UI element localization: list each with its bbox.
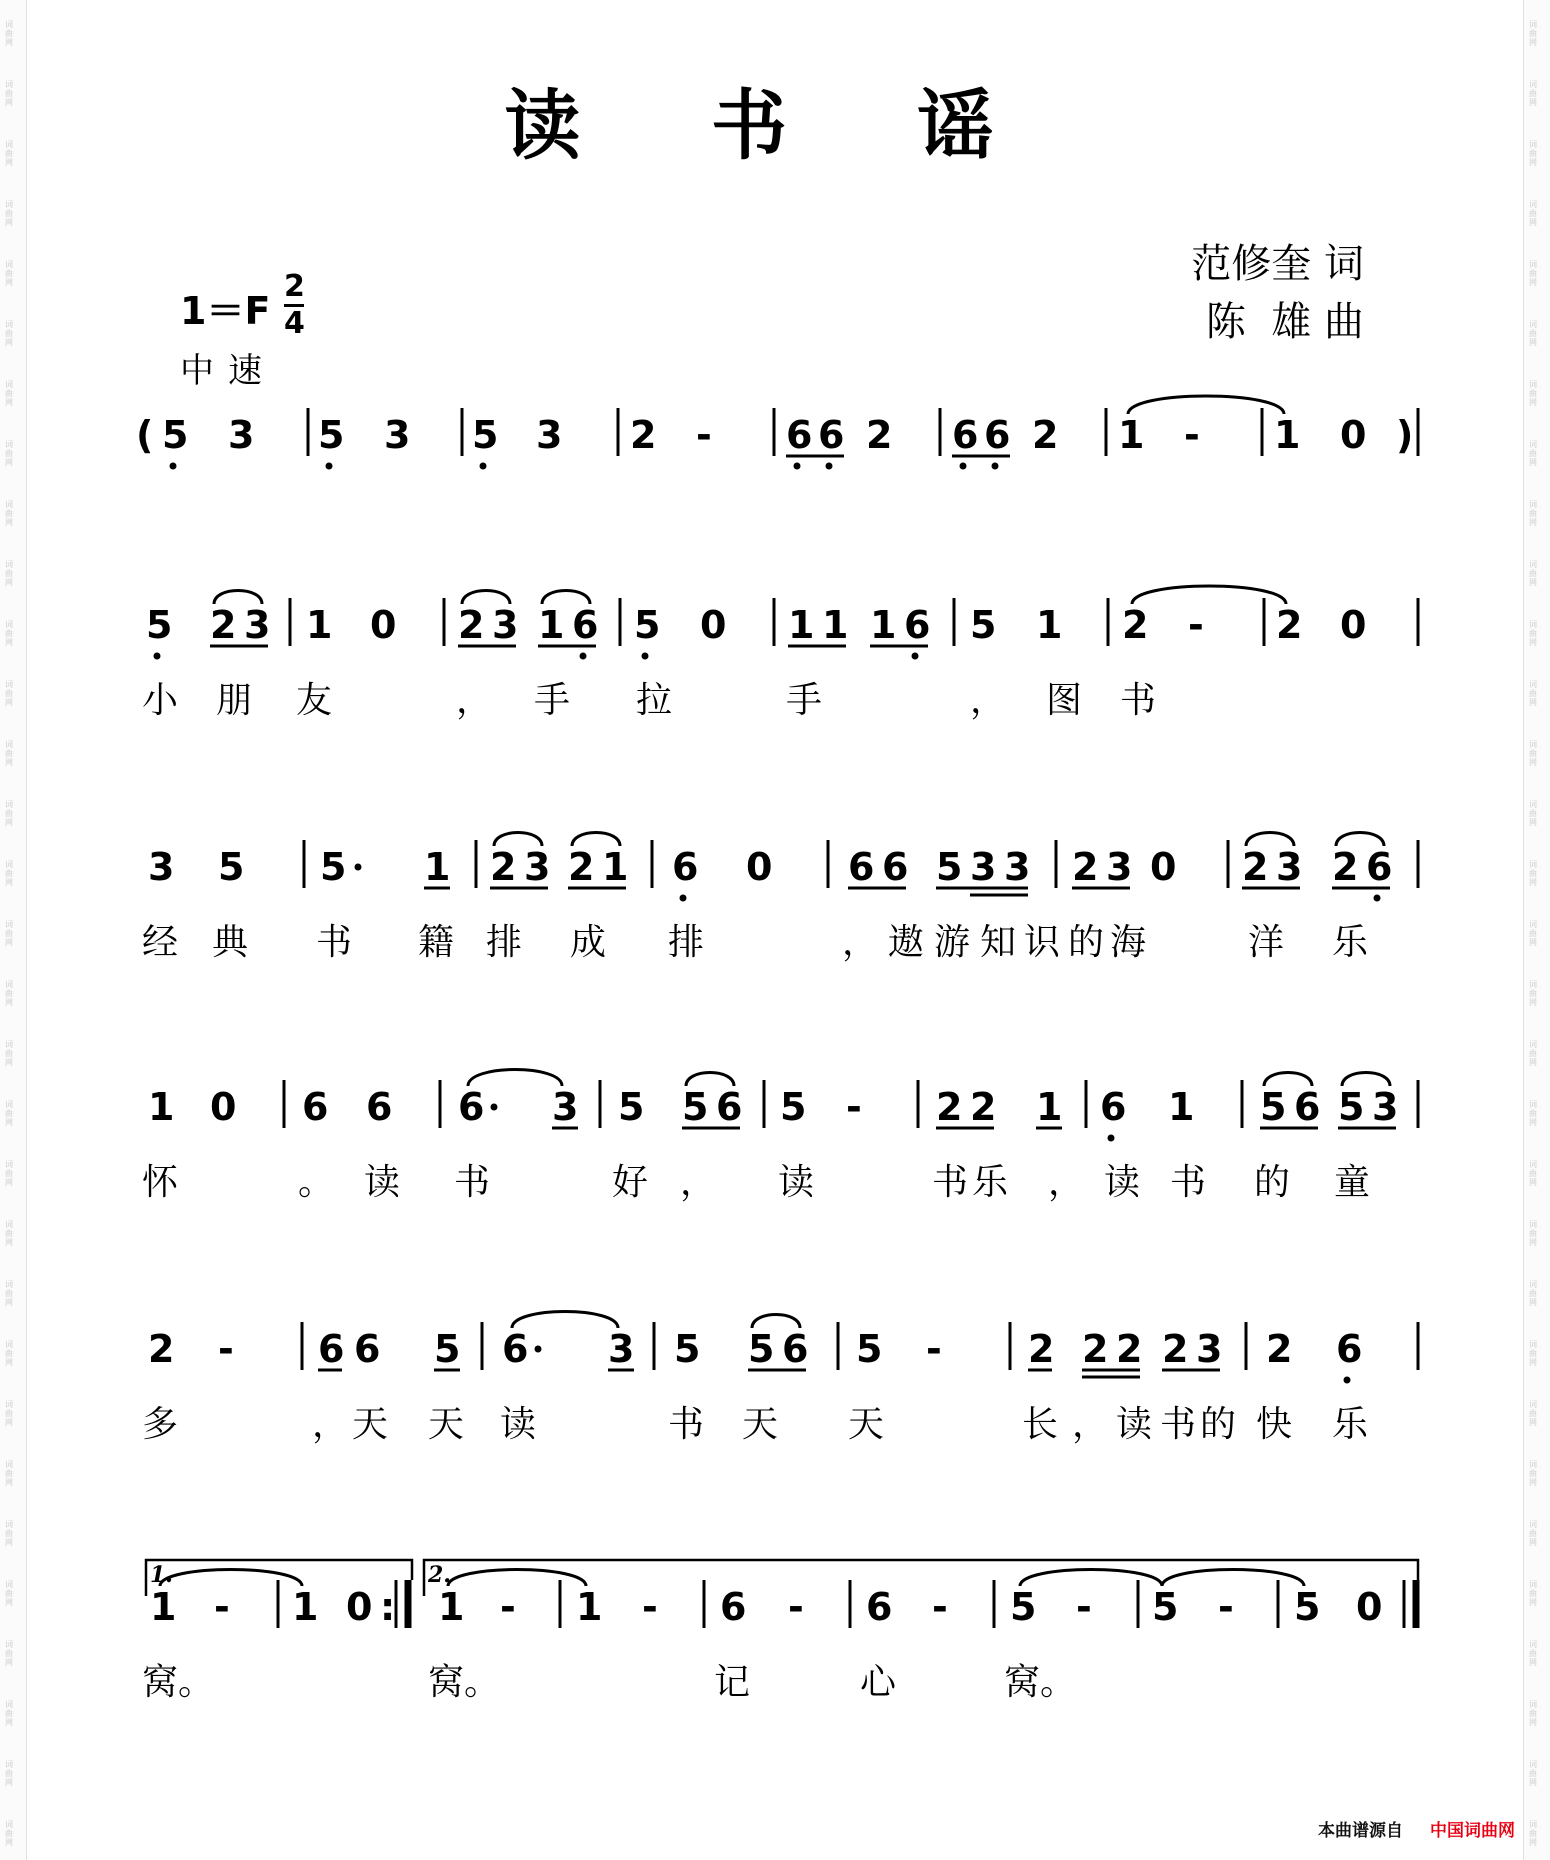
watermark-text: 词 曲 网 bbox=[1529, 440, 1537, 467]
note: - bbox=[926, 1327, 942, 1371]
lyric-char: 经 bbox=[142, 922, 179, 963]
volta-label-1: 1. bbox=[150, 1562, 173, 1588]
time-signature-lower: 4 bbox=[284, 306, 305, 341]
note: 2 bbox=[148, 1327, 175, 1371]
note: 2 bbox=[458, 603, 485, 647]
lyric-char: 成 bbox=[570, 922, 607, 963]
note: 2 bbox=[1072, 845, 1099, 889]
note: 6 bbox=[716, 1085, 743, 1129]
note: 5 bbox=[780, 1085, 807, 1129]
note: 5 bbox=[1294, 1585, 1321, 1629]
time-signature-upper: 2 bbox=[284, 269, 305, 304]
lyric-char: 的 bbox=[1254, 1162, 1291, 1203]
lyric-char: 朋 bbox=[216, 680, 253, 721]
lyric-char: 识 bbox=[1024, 922, 1061, 963]
note: 2 bbox=[1242, 845, 1269, 889]
note: 5 bbox=[748, 1327, 775, 1371]
note: 5 bbox=[970, 603, 997, 647]
lyric-char: 排 bbox=[486, 922, 523, 963]
note: 3 bbox=[536, 413, 563, 457]
lyric-char: 书 bbox=[668, 1404, 705, 1445]
lyric-char: 。 bbox=[178, 1662, 215, 1703]
note: 2 bbox=[1032, 413, 1059, 457]
note: 6 bbox=[984, 413, 1011, 457]
note: 6 bbox=[952, 413, 979, 457]
watermark-text: 词 曲 网 bbox=[5, 20, 13, 47]
volta-bracket-2 bbox=[424, 1560, 1418, 1596]
lyric-char: 书 bbox=[316, 922, 353, 963]
note: 6 bbox=[720, 1585, 747, 1629]
watermark-text: 词 曲 网 bbox=[1529, 1460, 1537, 1487]
slur-tie bbox=[1342, 1073, 1390, 1087]
watermark-text: 词 曲 网 bbox=[1529, 1520, 1537, 1547]
note: 1 bbox=[1036, 603, 1063, 647]
lyric-char: 童 bbox=[1334, 1162, 1371, 1203]
watermark-text: 词 曲 网 bbox=[1529, 140, 1537, 167]
note: - bbox=[500, 1585, 516, 1629]
note: 0 bbox=[210, 1085, 237, 1129]
lyric-char: 海 bbox=[1110, 922, 1147, 963]
octave-dot-below bbox=[580, 653, 587, 660]
note: 2 bbox=[866, 413, 893, 457]
watermark-text: 词 曲 网 bbox=[1529, 1160, 1537, 1187]
note: 2 bbox=[490, 845, 517, 889]
watermark-text: 词 曲 网 bbox=[5, 1220, 13, 1247]
note: 6 bbox=[848, 845, 875, 889]
lyric-char: 小 bbox=[142, 680, 179, 721]
watermark-text: 词 曲 网 bbox=[1529, 620, 1537, 647]
note: 5 bbox=[856, 1327, 883, 1371]
watermark-text: 词 曲 网 bbox=[5, 740, 13, 767]
note: 3 bbox=[1196, 1327, 1223, 1371]
lyric-char: 手 bbox=[786, 680, 823, 721]
watermark-text: 词 曲 网 bbox=[1529, 560, 1537, 587]
watermark-text: 词 曲 网 bbox=[5, 1700, 13, 1727]
note: 1 bbox=[1036, 1085, 1063, 1129]
song-title: 读 书 谣 bbox=[504, 81, 1046, 170]
note: 5 bbox=[674, 1327, 701, 1371]
lyric-char: 记 bbox=[714, 1662, 751, 1703]
note: 1 bbox=[1118, 413, 1145, 457]
note: 6 bbox=[672, 845, 699, 889]
octave-dot-below bbox=[170, 463, 177, 470]
lyric-char: 天 bbox=[428, 1404, 465, 1445]
note: 5 bbox=[320, 845, 347, 889]
note: 2 bbox=[1116, 1327, 1143, 1371]
note: 5 bbox=[146, 603, 173, 647]
note: 6 bbox=[1100, 1085, 1127, 1129]
lyric-char: 书 bbox=[1120, 680, 1157, 721]
watermark-text: 词 曲 网 bbox=[1529, 980, 1537, 1007]
note: 1 bbox=[1168, 1085, 1195, 1129]
note: 5 bbox=[1152, 1585, 1179, 1629]
slur-tie bbox=[542, 591, 590, 605]
note: 6 bbox=[366, 1085, 393, 1129]
note: 5 bbox=[936, 845, 963, 889]
octave-dot-below bbox=[326, 463, 333, 470]
lyric-char: 乐 bbox=[1332, 1404, 1369, 1445]
note: 5 bbox=[318, 413, 345, 457]
watermark-text: 词 曲 网 bbox=[5, 1760, 13, 1787]
watermark-text: 词 曲 网 bbox=[5, 1460, 13, 1487]
note: 5 bbox=[682, 1085, 709, 1129]
watermark-text: 词 曲 网 bbox=[1529, 920, 1537, 947]
lyric-char: ， bbox=[1048, 1162, 1085, 1203]
note: 3 bbox=[1106, 845, 1133, 889]
lyric-char: 的 bbox=[1068, 922, 1105, 963]
note: 0 bbox=[1340, 413, 1367, 457]
octave-dot-below bbox=[680, 895, 687, 902]
watermark-text: 词 曲 网 bbox=[1529, 1340, 1537, 1367]
note: 3 bbox=[524, 845, 551, 889]
site-link[interactable]: 中国词曲网 bbox=[1430, 1821, 1515, 1841]
note: 6 bbox=[302, 1085, 329, 1129]
note: 6 bbox=[1366, 845, 1393, 889]
lyric-char: 典 bbox=[212, 922, 249, 963]
note: 0 bbox=[1356, 1585, 1383, 1629]
lyric-char: 的 bbox=[1200, 1404, 1237, 1445]
note: 1 bbox=[424, 845, 451, 889]
augmentation-dot bbox=[535, 1346, 542, 1353]
note: 1 bbox=[148, 1085, 175, 1129]
watermark-text: 词 曲 网 bbox=[5, 320, 13, 347]
watermark-text: 词 曲 网 bbox=[1529, 1820, 1537, 1847]
watermark-text: 词 曲 网 bbox=[5, 500, 13, 527]
note: 2 bbox=[936, 1085, 963, 1129]
note: 6 bbox=[1294, 1085, 1321, 1129]
note: 6 bbox=[866, 1585, 893, 1629]
lyric-char: 长 bbox=[1022, 1404, 1059, 1445]
watermark-text: 词 曲 网 bbox=[1529, 1040, 1537, 1067]
slur-tie bbox=[462, 591, 510, 605]
lyricist-credit: 范修奎 词 bbox=[1191, 241, 1364, 287]
watermark-text: 词 曲 网 bbox=[1529, 80, 1537, 107]
slur-tie bbox=[572, 833, 620, 847]
lyric-char: 天 bbox=[352, 1404, 389, 1445]
watermark-text: 词 曲 网 bbox=[1529, 320, 1537, 347]
slur-tie bbox=[160, 1570, 302, 1587]
watermark-text: 词 曲 网 bbox=[5, 1160, 13, 1187]
lyric-char: 书 bbox=[1170, 1162, 1207, 1203]
note: 1 bbox=[576, 1585, 603, 1629]
note: 5 bbox=[162, 413, 189, 457]
note: 3 bbox=[608, 1327, 635, 1371]
lyric-char: 读 bbox=[1104, 1162, 1141, 1203]
watermark-text: 词 曲 网 bbox=[5, 440, 13, 467]
note: 5 bbox=[618, 1085, 645, 1129]
note: - bbox=[1188, 603, 1204, 647]
note: 0 bbox=[1150, 845, 1177, 889]
note: 2 bbox=[970, 1085, 997, 1129]
watermark-text: 词 曲 网 bbox=[5, 1820, 13, 1847]
lyric-char: 拉 bbox=[636, 680, 673, 721]
lyric-char: 读 bbox=[500, 1404, 537, 1445]
lyric-char: 书 bbox=[454, 1162, 491, 1203]
lyric-char: 窝 bbox=[142, 1662, 179, 1703]
slur-tie bbox=[1020, 1570, 1162, 1587]
slur-tie bbox=[1162, 1570, 1304, 1587]
octave-dot-below bbox=[912, 653, 919, 660]
note: 1 bbox=[822, 603, 849, 647]
note: 2 bbox=[1276, 603, 1303, 647]
note: 5 bbox=[218, 845, 245, 889]
lyric-char: 洋 bbox=[1248, 922, 1285, 963]
augmentation-dot bbox=[491, 1104, 498, 1111]
tempo-marking: 中速 bbox=[180, 351, 276, 391]
watermark-text: 词 曲 网 bbox=[1529, 740, 1537, 767]
note: 6 bbox=[572, 603, 599, 647]
note: 6 bbox=[782, 1327, 809, 1371]
slur-tie bbox=[214, 591, 262, 605]
watermark-text: 词 曲 网 bbox=[5, 200, 13, 227]
note: - bbox=[214, 1585, 230, 1629]
note: 0 bbox=[1340, 603, 1367, 647]
note: - bbox=[846, 1085, 862, 1129]
slur-tie bbox=[1264, 1073, 1312, 1087]
octave-dot-below bbox=[992, 463, 999, 470]
octave-dot-below bbox=[1344, 1377, 1351, 1384]
note: 3 bbox=[552, 1085, 579, 1129]
note: - bbox=[1076, 1585, 1092, 1629]
note: - bbox=[788, 1585, 804, 1629]
watermark-text: 词 曲 网 bbox=[1529, 1580, 1537, 1607]
slur-tie bbox=[752, 1315, 800, 1329]
note: 5 bbox=[472, 413, 499, 457]
note: 3 bbox=[970, 845, 997, 889]
volta-label-2: 2. bbox=[428, 1562, 451, 1588]
slur-tie bbox=[1246, 833, 1294, 847]
note: 6 bbox=[786, 413, 813, 457]
watermark-text: 词 曲 网 bbox=[5, 380, 13, 407]
note: 2 bbox=[568, 845, 595, 889]
lyric-char: ， bbox=[680, 1162, 717, 1203]
note: 1 bbox=[306, 603, 333, 647]
lyric-char: 手 bbox=[534, 680, 571, 721]
watermark-text: 词 曲 网 bbox=[1529, 20, 1537, 47]
lyric-char: 读 bbox=[1116, 1404, 1153, 1445]
watermark-text: 词 曲 网 bbox=[1529, 1400, 1537, 1427]
lyric-char: 天 bbox=[742, 1404, 779, 1445]
note: 2 bbox=[1122, 603, 1149, 647]
watermark-text: 词 曲 网 bbox=[5, 800, 13, 827]
watermark-text: 词 曲 网 bbox=[1529, 680, 1537, 707]
watermark-text: 词 曲 网 bbox=[5, 560, 13, 587]
watermark-text: 词 曲 网 bbox=[1529, 860, 1537, 887]
note: 6 bbox=[354, 1327, 381, 1371]
note: 3 bbox=[1372, 1085, 1399, 1129]
note: - bbox=[218, 1327, 234, 1371]
note: 1 bbox=[538, 603, 565, 647]
watermark-text: 词 曲 网 bbox=[5, 920, 13, 947]
slur-tie bbox=[494, 833, 542, 847]
note: 1 bbox=[292, 1585, 319, 1629]
octave-dot-below bbox=[960, 463, 967, 470]
lyric-char: 书 bbox=[1160, 1404, 1197, 1445]
watermark-text: 词 曲 网 bbox=[1529, 1220, 1537, 1247]
note: 0 bbox=[370, 603, 397, 647]
watermark-text: 词 曲 网 bbox=[1529, 1760, 1537, 1787]
watermark-text: 词 曲 网 bbox=[5, 1400, 13, 1427]
note: - bbox=[1218, 1585, 1234, 1629]
watermark-text: 词 曲 网 bbox=[5, 80, 13, 107]
watermark-text: 词 曲 网 bbox=[1529, 500, 1537, 527]
octave-dot-below bbox=[154, 653, 161, 660]
octave-dot-below bbox=[1108, 1135, 1115, 1142]
note: 2 bbox=[210, 603, 237, 647]
note: 3 bbox=[244, 603, 271, 647]
lyric-char: 乐 bbox=[1332, 922, 1369, 963]
slur-tie bbox=[512, 1312, 618, 1329]
lyric-char: 知 bbox=[980, 922, 1017, 963]
lyric-char: 友 bbox=[296, 680, 333, 721]
lyric-char: 游 bbox=[934, 922, 971, 963]
watermark-text: 词 曲 网 bbox=[1529, 1700, 1537, 1727]
lyric-char: 好 bbox=[612, 1162, 649, 1203]
note: 5 bbox=[634, 603, 661, 647]
note: 5 bbox=[1338, 1085, 1365, 1129]
lyric-char: 窝 bbox=[428, 1662, 465, 1703]
note: - bbox=[642, 1585, 658, 1629]
note: 6 bbox=[318, 1327, 345, 1371]
lyric-char: 。 bbox=[298, 1162, 335, 1203]
note: 0 bbox=[346, 1585, 373, 1629]
lyric-char: 读 bbox=[778, 1162, 815, 1203]
watermark-text: 词 曲 网 bbox=[1529, 380, 1537, 407]
watermark-text: 词 曲 网 bbox=[5, 860, 13, 887]
lyric-char: 乐 bbox=[972, 1162, 1009, 1203]
watermark-text: 词 曲 网 bbox=[5, 1040, 13, 1067]
note: 2 bbox=[1082, 1327, 1109, 1371]
watermark-text: 词 曲 网 bbox=[5, 140, 13, 167]
octave-dot-below bbox=[826, 463, 833, 470]
note: 3 bbox=[148, 845, 175, 889]
lyric-char: ， bbox=[312, 1404, 349, 1445]
note: 1 bbox=[788, 603, 815, 647]
paren-close: ) bbox=[1396, 413, 1414, 457]
lyric-char: ， bbox=[1072, 1404, 1109, 1445]
note: 3 bbox=[228, 413, 255, 457]
watermark-text: 词 曲 网 bbox=[1529, 260, 1537, 287]
lyric-char: 籍 bbox=[418, 922, 455, 963]
watermark-text: 词 曲 网 bbox=[5, 1580, 13, 1607]
note: 1 bbox=[870, 603, 897, 647]
key-signature: 1＝F bbox=[180, 289, 271, 333]
lyric-char: 读 bbox=[364, 1162, 401, 1203]
slur-tie bbox=[1336, 833, 1384, 847]
watermark-text: 词 曲 网 bbox=[1529, 1100, 1537, 1127]
watermark-text: 词 曲 网 bbox=[1529, 200, 1537, 227]
octave-dot-below bbox=[642, 653, 649, 660]
note: 0 bbox=[700, 603, 727, 647]
paren-open: ( bbox=[136, 413, 154, 457]
watermark-text: 词 曲 网 bbox=[5, 980, 13, 1007]
note: 1 bbox=[602, 845, 629, 889]
note: - bbox=[696, 413, 712, 457]
watermark-text: 词 曲 网 bbox=[1529, 1640, 1537, 1667]
note: 1 bbox=[438, 1585, 465, 1629]
note: 3 bbox=[492, 603, 519, 647]
slur-tie bbox=[686, 1073, 734, 1087]
watermark-text: 词 曲 网 bbox=[1529, 1280, 1537, 1307]
watermark-text: 词 曲 网 bbox=[5, 1520, 13, 1547]
watermark-text: 词 曲 网 bbox=[5, 680, 13, 707]
note: 1 bbox=[1274, 413, 1301, 457]
note: 3 bbox=[384, 413, 411, 457]
note: 1 bbox=[150, 1585, 177, 1629]
note: - bbox=[932, 1585, 948, 1629]
note: 2 bbox=[1266, 1327, 1293, 1371]
watermark-text: 词 曲 网 bbox=[5, 1640, 13, 1667]
note: 3 bbox=[1276, 845, 1303, 889]
note: 2 bbox=[1162, 1327, 1189, 1371]
composer-credit: 陈 雄 曲 bbox=[1205, 299, 1364, 345]
note: 5 bbox=[434, 1327, 461, 1371]
lyric-char: 图 bbox=[1046, 680, 1083, 721]
lyric-char: ， bbox=[842, 922, 879, 963]
watermark-text: 词 曲 网 bbox=[5, 1340, 13, 1367]
note: 2 bbox=[1332, 845, 1359, 889]
watermark-text: 词 曲 网 bbox=[1529, 800, 1537, 827]
note: 5 bbox=[1260, 1085, 1287, 1129]
lyric-char: ， bbox=[970, 680, 1007, 721]
watermark-text: 词 曲 网 bbox=[5, 620, 13, 647]
note: 6 bbox=[882, 845, 909, 889]
note: 6 bbox=[502, 1327, 529, 1371]
slur-tie bbox=[468, 1070, 562, 1087]
octave-dot-below bbox=[1374, 895, 1381, 902]
note: 5 bbox=[1010, 1585, 1037, 1629]
slur-tie bbox=[448, 1570, 586, 1587]
watermark-text: 词 曲 网 bbox=[5, 1280, 13, 1307]
note: 6 bbox=[818, 413, 845, 457]
lyric-char: ， bbox=[456, 680, 493, 721]
lyric-char: 排 bbox=[668, 922, 705, 963]
octave-dot-below bbox=[794, 463, 801, 470]
note: 2 bbox=[630, 413, 657, 457]
note: 2 bbox=[1028, 1327, 1055, 1371]
lyric-char: 多 bbox=[142, 1404, 179, 1445]
augmentation-dot bbox=[355, 864, 362, 871]
source-label: 本曲谱源自 bbox=[1318, 1821, 1403, 1841]
note: 3 bbox=[1004, 845, 1031, 889]
repeat-colon: : bbox=[380, 1585, 396, 1629]
note: 0 bbox=[746, 845, 773, 889]
lyric-char: 窝 bbox=[1004, 1662, 1041, 1703]
watermark-text: 词 曲 网 bbox=[5, 260, 13, 287]
watermark-text: 词 曲 网 bbox=[5, 1100, 13, 1127]
lyric-char: 遨 bbox=[888, 922, 925, 963]
note: 6 bbox=[1336, 1327, 1363, 1371]
lyric-char: 。 bbox=[464, 1662, 501, 1703]
lyric-char: 心 bbox=[860, 1662, 897, 1703]
octave-dot-below bbox=[480, 463, 487, 470]
lyric-char: 书 bbox=[932, 1162, 969, 1203]
lyric-char: 。 bbox=[1040, 1662, 1077, 1703]
lyric-char: 天 bbox=[848, 1404, 885, 1445]
note: 6 bbox=[904, 603, 931, 647]
lyric-char: 怀 bbox=[142, 1162, 179, 1203]
note: 6 bbox=[458, 1085, 485, 1129]
lyric-char: 快 bbox=[1256, 1404, 1293, 1445]
note: - bbox=[1184, 413, 1200, 457]
